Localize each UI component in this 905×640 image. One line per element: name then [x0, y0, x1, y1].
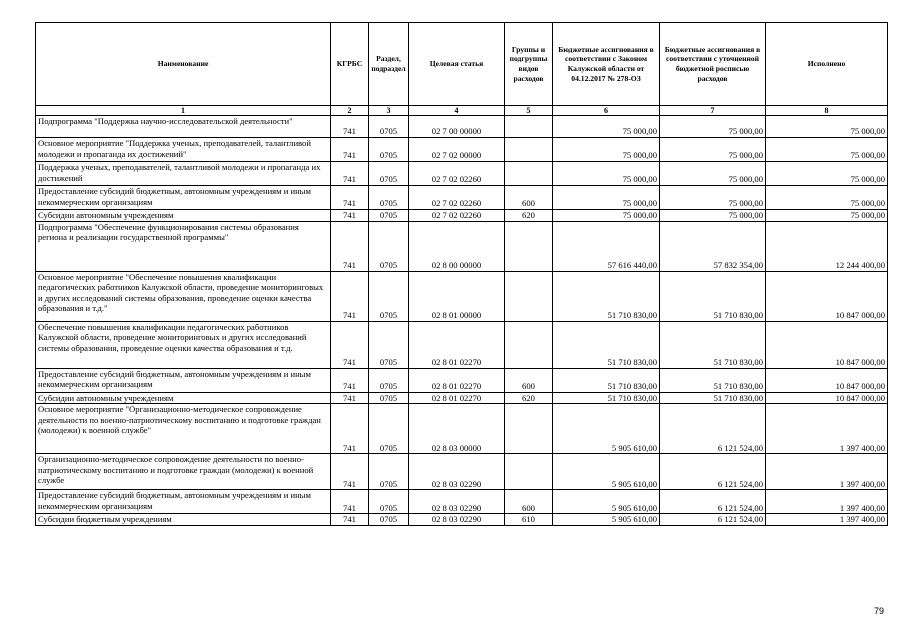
column-number: 2 [331, 106, 369, 116]
row-name: Субсидии автономным учреждениям [36, 210, 331, 222]
table-row [36, 490, 888, 514]
row-refined-amount: 6 121 524,00 [660, 490, 766, 514]
row-law-amount: 75 000,00 [553, 186, 660, 210]
row-law-amount: 5 905 610,00 [553, 454, 660, 490]
table-row [36, 392, 888, 404]
row-done-amount: 1 397 400,00 [766, 514, 888, 526]
row-refined-amount: 51 710 830,00 [660, 321, 766, 368]
row-name: Обеспечение повышения квалификации педагогических работников Калужской области, проведение мониторинговых и других исследований системы образования, проведение оценки качества образования и т.д. [36, 321, 331, 368]
row-group [505, 404, 553, 454]
row-done-amount: 75 000,00 [766, 186, 888, 210]
row-done-amount: 75 000,00 [766, 162, 888, 186]
row-kgrbs: 741 [331, 221, 369, 271]
table-row [36, 162, 888, 186]
row-kgrbs: 741 [331, 490, 369, 514]
row-refined-amount: 75 000,00 [660, 116, 766, 138]
row-law-amount: 51 710 830,00 [553, 271, 660, 321]
table-row [36, 514, 888, 526]
row-group [505, 321, 553, 368]
header-groups: Группы и подгруппы видов расходов [505, 23, 553, 106]
row-group [505, 271, 553, 321]
row-section: 0705 [369, 116, 409, 138]
row-target: 02 8 01 02270 [409, 321, 505, 368]
table-row [36, 116, 888, 138]
row-section: 0705 [369, 210, 409, 222]
row-name: Основное мероприятие "Организационно-методическое сопровождение деятельности по военно-патриотическому воспитанию и подготовке граждан (молодежи) к военной службе" [36, 404, 331, 454]
row-group: 620 [505, 392, 553, 404]
column-number-row [36, 106, 888, 116]
row-name: Подпрограмма "Поддержка научно-исследовательской деятельности" [36, 116, 331, 138]
table-row [36, 368, 888, 392]
row-kgrbs: 741 [331, 116, 369, 138]
row-group: 600 [505, 490, 553, 514]
row-kgrbs: 741 [331, 454, 369, 490]
row-done-amount: 75 000,00 [766, 138, 888, 162]
row-law-amount: 5 905 610,00 [553, 490, 660, 514]
row-target: 02 7 02 00000 [409, 138, 505, 162]
row-done-amount: 1 397 400,00 [766, 454, 888, 490]
row-kgrbs: 741 [331, 210, 369, 222]
row-name: Организационно-методическое сопровождение деятельности по военно-патриотическому воспитанию и подготовке граждан (молодежи) к военной службе [36, 454, 331, 490]
row-done-amount: 10 847 000,00 [766, 271, 888, 321]
row-target: 02 7 00 00000 [409, 116, 505, 138]
row-done-amount: 75 000,00 [766, 116, 888, 138]
row-target: 02 7 02 02260 [409, 186, 505, 210]
row-done-amount: 1 397 400,00 [766, 404, 888, 454]
table-row [36, 186, 888, 210]
row-law-amount: 57 616 440,00 [553, 221, 660, 271]
row-section: 0705 [369, 221, 409, 271]
row-refined-amount: 51 710 830,00 [660, 368, 766, 392]
row-name: Поддержка ученых, преподавателей, талантливой молодежи и пропаганда их достижений [36, 162, 331, 186]
row-law-amount: 5 905 610,00 [553, 404, 660, 454]
row-kgrbs: 741 [331, 162, 369, 186]
header-row [36, 23, 888, 106]
row-name: Предоставление субсидий бюджетным, автономным учреждениям и иным некоммерческим организациям [36, 490, 331, 514]
row-refined-amount: 75 000,00 [660, 210, 766, 222]
row-refined-amount: 6 121 524,00 [660, 404, 766, 454]
row-done-amount: 1 397 400,00 [766, 490, 888, 514]
row-section: 0705 [369, 271, 409, 321]
row-kgrbs: 741 [331, 368, 369, 392]
header-law: Бюджетные ассигнования в соответствии с Законом Калужской области от 04.12.2017 № 278-ОЗ [553, 23, 660, 106]
row-target: 02 8 01 00000 [409, 271, 505, 321]
table-row [36, 454, 888, 490]
row-group [505, 162, 553, 186]
row-section: 0705 [369, 138, 409, 162]
row-law-amount: 75 000,00 [553, 210, 660, 222]
column-number: 6 [553, 106, 660, 116]
row-target: 02 8 03 02290 [409, 514, 505, 526]
row-refined-amount: 51 710 830,00 [660, 271, 766, 321]
row-group [505, 116, 553, 138]
row-law-amount: 51 710 830,00 [553, 321, 660, 368]
header-target: Целевая статья [409, 23, 505, 106]
row-group [505, 221, 553, 271]
row-law-amount: 51 710 830,00 [553, 368, 660, 392]
row-done-amount: 10 847 000,00 [766, 368, 888, 392]
row-target: 02 8 03 02290 [409, 454, 505, 490]
row-kgrbs: 741 [331, 271, 369, 321]
row-kgrbs: 741 [331, 404, 369, 454]
row-target: 02 8 03 00000 [409, 404, 505, 454]
row-name: Подпрограмма "Обеспечение функционирования системы образования региона и реализации государственной программы" [36, 221, 331, 271]
header-name: Наименование [36, 23, 331, 106]
row-group [505, 138, 553, 162]
row-target: 02 8 01 02270 [409, 368, 505, 392]
table-row [36, 138, 888, 162]
row-done-amount: 10 847 000,00 [766, 392, 888, 404]
row-target: 02 7 02 02260 [409, 210, 505, 222]
column-number: 8 [766, 106, 888, 116]
row-group: 600 [505, 368, 553, 392]
page-number: 79 [874, 606, 885, 616]
row-section: 0705 [369, 162, 409, 186]
row-done-amount: 12 244 400,00 [766, 221, 888, 271]
row-refined-amount: 57 832 354,00 [660, 221, 766, 271]
row-section: 0705 [369, 186, 409, 210]
table-row [36, 210, 888, 222]
row-law-amount: 51 710 830,00 [553, 392, 660, 404]
row-refined-amount: 51 710 830,00 [660, 392, 766, 404]
header-refined: Бюджетные ассигнования в соответствии с уточненной бюджетной росписью расходов [660, 23, 766, 106]
row-kgrbs: 741 [331, 392, 369, 404]
row-refined-amount: 75 000,00 [660, 138, 766, 162]
row-section: 0705 [369, 404, 409, 454]
row-refined-amount: 6 121 524,00 [660, 454, 766, 490]
row-section: 0705 [369, 321, 409, 368]
row-target: 02 8 00 00000 [409, 221, 505, 271]
row-section: 0705 [369, 490, 409, 514]
row-name: Предоставление субсидий бюджетным, автономным учреждениям и иным некоммерческим организациям [36, 368, 331, 392]
table-body [36, 116, 888, 526]
row-target: 02 8 03 02290 [409, 490, 505, 514]
row-refined-amount: 6 121 524,00 [660, 514, 766, 526]
row-law-amount: 75 000,00 [553, 138, 660, 162]
row-law-amount: 5 905 610,00 [553, 514, 660, 526]
column-number: 7 [660, 106, 766, 116]
row-kgrbs: 741 [331, 186, 369, 210]
row-kgrbs: 741 [331, 321, 369, 368]
row-section: 0705 [369, 514, 409, 526]
row-target: 02 8 01 02270 [409, 392, 505, 404]
row-name: Основное мероприятие "Обеспечение повышения квалификации педагогических работников Калужской области, проведение мониторинговых и других исследований системы образования, проведение оценки качества образования и т.д." [36, 271, 331, 321]
row-name: Субсидии автономным учреждениям [36, 392, 331, 404]
column-number: 3 [369, 106, 409, 116]
row-target: 02 7 02 02260 [409, 162, 505, 186]
column-number: 1 [36, 106, 331, 116]
column-number: 4 [409, 106, 505, 116]
row-law-amount: 75 000,00 [553, 116, 660, 138]
row-done-amount: 10 847 000,00 [766, 321, 888, 368]
row-section: 0705 [369, 392, 409, 404]
row-section: 0705 [369, 368, 409, 392]
header-kgrbs: КГРБС [331, 23, 369, 106]
row-kgrbs: 741 [331, 514, 369, 526]
table-row [36, 321, 888, 368]
header-section: Раздел, подраздел [369, 23, 409, 106]
row-name: Основное мероприятие "Поддержка ученых, преподавателей, талантливой молодежи и пропаганда их достижений" [36, 138, 331, 162]
row-name: Субсидии бюджетным учреждениям [36, 514, 331, 526]
table-row [36, 221, 888, 271]
row-law-amount: 75 000,00 [553, 162, 660, 186]
row-section: 0705 [369, 454, 409, 490]
column-number: 5 [505, 106, 553, 116]
row-name: Предоставление субсидий бюджетным, автономным учреждениям и иным некоммерческим организациям [36, 186, 331, 210]
table-row [36, 404, 888, 454]
row-kgrbs: 741 [331, 138, 369, 162]
header-done: Исполнено [766, 23, 888, 106]
row-group: 600 [505, 186, 553, 210]
row-group: 620 [505, 210, 553, 222]
row-group: 610 [505, 514, 553, 526]
budget-table [35, 22, 888, 526]
table-row [36, 271, 888, 321]
row-refined-amount: 75 000,00 [660, 186, 766, 210]
row-done-amount: 75 000,00 [766, 210, 888, 222]
row-group [505, 454, 553, 490]
row-refined-amount: 75 000,00 [660, 162, 766, 186]
